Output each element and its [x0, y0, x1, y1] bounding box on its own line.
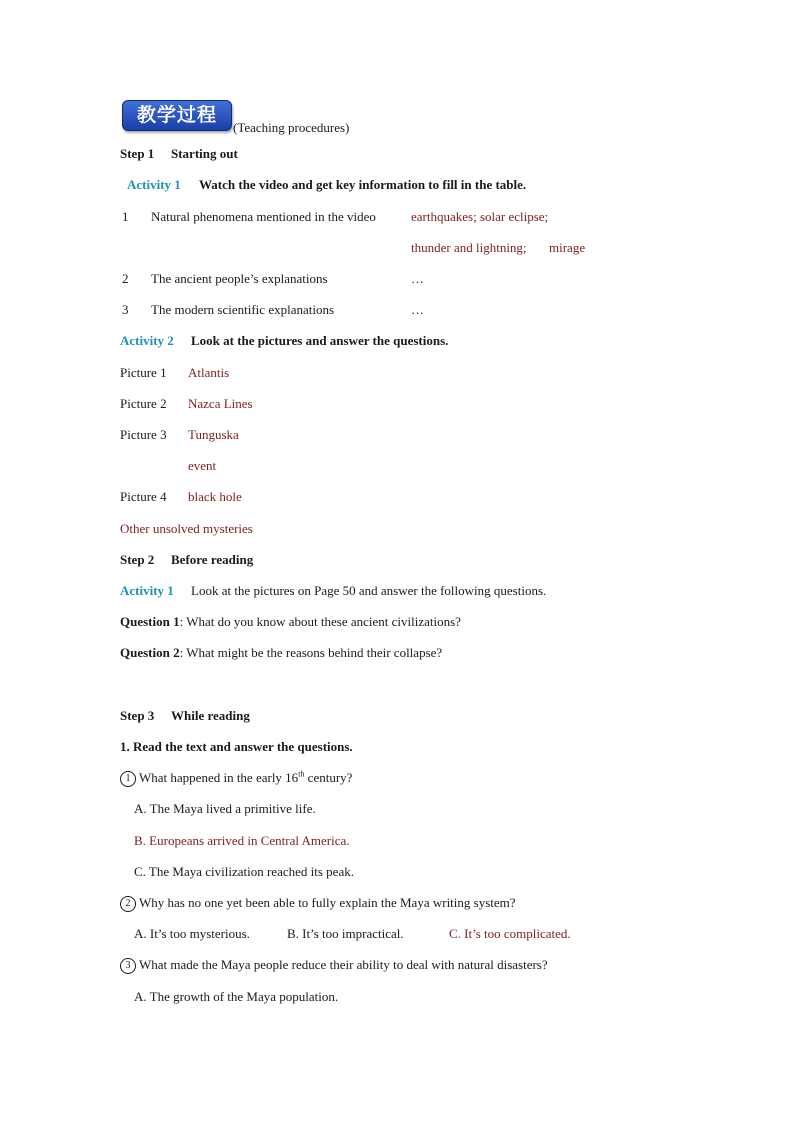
picture-answer: Tunguska: [188, 427, 239, 442]
picture-answer: Atlantis: [188, 365, 230, 380]
table-row-item: The ancient people’s explanations: [151, 271, 328, 286]
mc-question-1: [120, 770, 352, 787]
step2-label: Step 2: [120, 552, 155, 567]
question-text: : What do you know about these ancient civilizations?: [179, 614, 461, 629]
table-row-num: 1: [122, 209, 129, 224]
picture-label: Picture 1: [120, 365, 167, 380]
question-text: : What might be the reasons behind their collapse?: [179, 645, 443, 660]
step1-activity2-text: Look at the pictures and answer the questions.: [191, 333, 449, 348]
step1-title: Starting out: [171, 146, 238, 161]
mc-option: C. The Maya civilization reached its peak.: [134, 864, 354, 879]
question-text: Why has no one yet been able to fully explain the Maya writing system?: [139, 895, 516, 910]
circled-number: 2: [120, 896, 136, 912]
table-row-item: The modern scientific explanations: [151, 302, 335, 317]
question-label: Question 1: [120, 614, 180, 629]
mc-option: A. The Maya lived a primitive life.: [134, 801, 316, 816]
picture-answer-cont: event: [188, 458, 217, 473]
mc-question-3: [120, 957, 548, 974]
question-text: What made the Maya people reduce their ability to deal with natural disasters?: [139, 957, 548, 972]
section-badge: 教学过程: [122, 100, 232, 131]
step1-activity2-label: Activity 2: [120, 333, 174, 348]
table-row-answer: …: [411, 302, 424, 317]
step1-activity1-text: Watch the video and get key information to fill in the table.: [199, 177, 527, 192]
mc-option: A. The growth of the Maya population.: [134, 989, 339, 1004]
mc-option: B. It’s too impractical.: [287, 926, 404, 941]
superscript: th: [298, 769, 305, 779]
picture-answer: black hole: [188, 489, 242, 504]
step1-activity1-label: Activity 1: [127, 177, 181, 192]
mc-option-correct: B. Europeans arrived in Central America.: [134, 833, 350, 848]
table-row-num: 3: [122, 302, 129, 317]
section-subtitle: (Teaching procedures): [233, 120, 350, 135]
question-2: [120, 645, 442, 661]
table-row-answer: …: [411, 271, 424, 286]
table-row-answer-cont2: mirage: [549, 240, 586, 255]
question-text-end: century?: [304, 770, 353, 785]
circled-number: 1: [120, 771, 136, 787]
step3-task: 1. Read the text and answer the questions.: [120, 739, 353, 754]
step3-label: Step 3: [120, 708, 155, 723]
picture-label: Picture 4: [120, 489, 167, 504]
picture-label: Picture 2: [120, 396, 167, 411]
mc-option-correct: C. It’s too complicated.: [449, 926, 571, 941]
table-row-answer: earthquakes; solar eclipse;: [411, 209, 549, 224]
step1-label: Step 1: [120, 146, 155, 161]
picture-label: Picture 3: [120, 427, 167, 442]
table-row-answer-cont: thunder and lightning;: [411, 240, 527, 255]
mc-question-2: [120, 895, 516, 912]
table-row-item: Natural phenomena mentioned in the video: [151, 209, 376, 224]
other-mysteries: Other unsolved mysteries: [120, 521, 253, 536]
question-label: Question 2: [120, 645, 180, 660]
step2-activity1-text: Look at the pictures on Page 50 and answer the following questions.: [191, 583, 547, 598]
question-text: What happened in the early 16: [139, 770, 299, 785]
step2-title: Before reading: [171, 552, 254, 567]
circled-number: 3: [120, 958, 136, 974]
step2-activity1-label: Activity 1: [120, 583, 174, 598]
step3-title: While reading: [171, 708, 250, 723]
question-1: [120, 614, 461, 630]
picture-answer: Nazca Lines: [188, 396, 253, 411]
table-row-num: 2: [122, 271, 129, 286]
mc-option: A. It’s too mysterious.: [134, 926, 250, 941]
